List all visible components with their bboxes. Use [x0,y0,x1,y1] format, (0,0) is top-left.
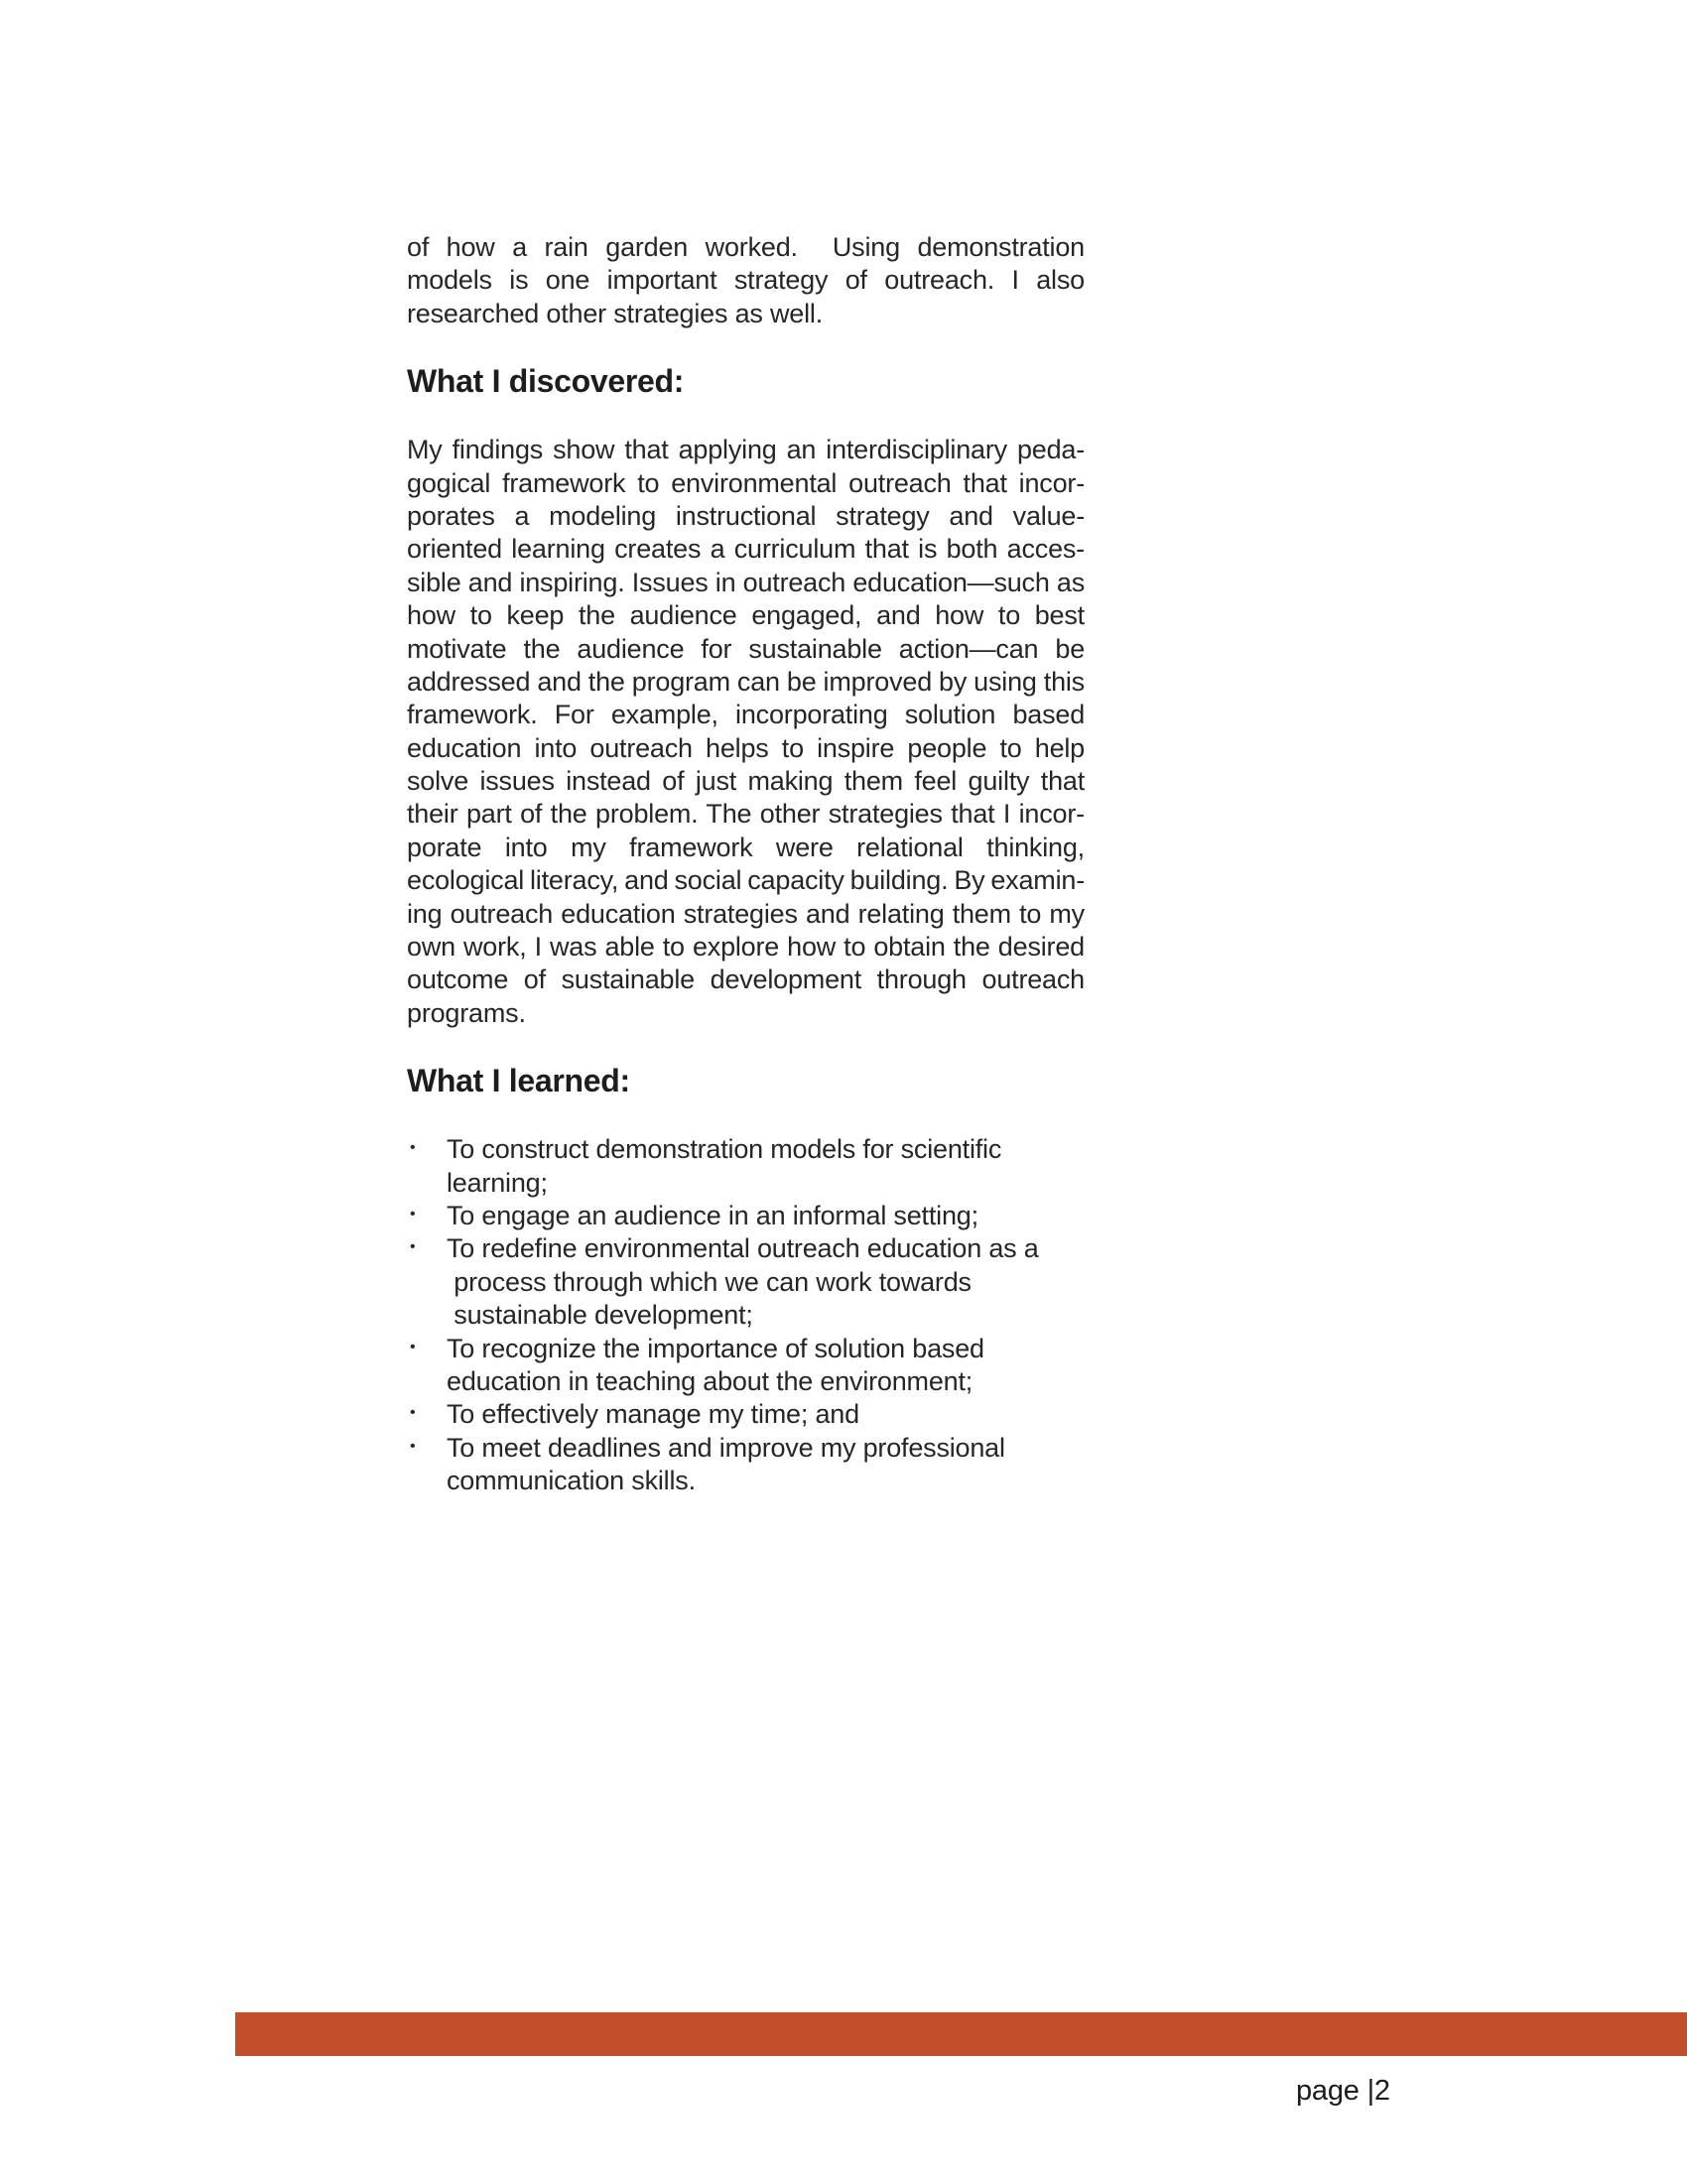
bullet-text-line: To engage an audience in an informal setting; [447,1200,978,1230]
intro-paragraph [407,231,1085,330]
text-line: gogical framework to environmental outreach that incor- [407,467,1085,498]
text-line: of how a rain garden worked. Using demonstration [407,232,1085,262]
text-line: programs. [407,997,526,1028]
bullet-item [407,1333,1085,1399]
bullet-icon: • [410,1338,416,1355]
text-line: models is one important strategy of outreach. I also [407,265,1085,296]
text-line: their part of the problem. The other strategies that I incor- [407,799,1085,830]
bullet-icon: • [410,1404,416,1422]
bullet-text-line: learning; [447,1167,548,1198]
page-number: page |2 [1296,2075,1390,2107]
learned-bullet-list [407,1133,1085,1497]
text-line: solve issues instead of just making them feel guilty that [407,766,1086,797]
heading-what-i-learned: What I learned: [407,1063,630,1099]
footer-accent-bar [235,2012,1687,2056]
bullet-text-line: education in teaching about the environment; [447,1365,973,1396]
bullet-icon: • [410,1139,416,1157]
text-line: ecological literacy, and social capacity building. By examin- [407,865,1085,896]
text-line: porate into my framework were relational thinking, [407,832,1085,862]
heading-what-i-discovered: What I discovered: [407,363,685,400]
bullet-icon: • [410,1437,416,1455]
bullet-text-line: To effectively manage my time; and [447,1399,859,1430]
text-line: ing outreach education strategies and relating them to my [407,898,1085,929]
bullet-icon: • [410,1205,416,1222]
bullet-item [407,1398,1085,1431]
text-line: outcome of sustainable development through outreach [407,964,1085,995]
bullet-item [407,1200,1085,1232]
text-line: framework. For example, incorporating solution based [407,700,1086,730]
bullet-text-line: To recognize the importance of solution based [447,1333,984,1363]
text-column [407,231,1085,1498]
text-line: My findings show that applying an interdisciplinary peda- [407,435,1086,465]
text-line: researched other strategies as well. [407,298,824,328]
bullet-item [407,1232,1085,1332]
bullet-text-line: process through which we can work towards [447,1266,972,1297]
bullet-text-line: To meet deadlines and improve my professional [447,1432,1005,1463]
bullet-text-line: communication skills. [447,1466,696,1496]
findings-paragraph [407,434,1085,1030]
bullet-text-line: To redefine environmental outreach education as a [447,1233,1039,1264]
text-line: sible and inspiring. Issues in outreach education—such as [407,567,1086,597]
bullet-icon: • [410,1238,416,1256]
bullet-item [407,1133,1085,1200]
text-line: motivate the audience for sustainable action—can be [407,633,1086,664]
text-line: porates a modeling instructional strategy and value- [407,500,1086,531]
text-line: addressed and the program can be improved by using this [407,666,1085,697]
text-line: education into outreach helps to inspire people to help [407,732,1085,763]
text-line: how to keep the audience engaged, and how to best [407,600,1085,631]
bullet-item [407,1432,1085,1498]
bullet-text-line: sustainable development; [447,1300,753,1331]
text-line: own work, I was able to explore how to obtain the desired [407,932,1085,963]
bullet-text-line: To construct demonstration models for scientific [447,1134,1002,1165]
text-line: oriented learning creates a curriculum that is both acces- [407,534,1085,565]
